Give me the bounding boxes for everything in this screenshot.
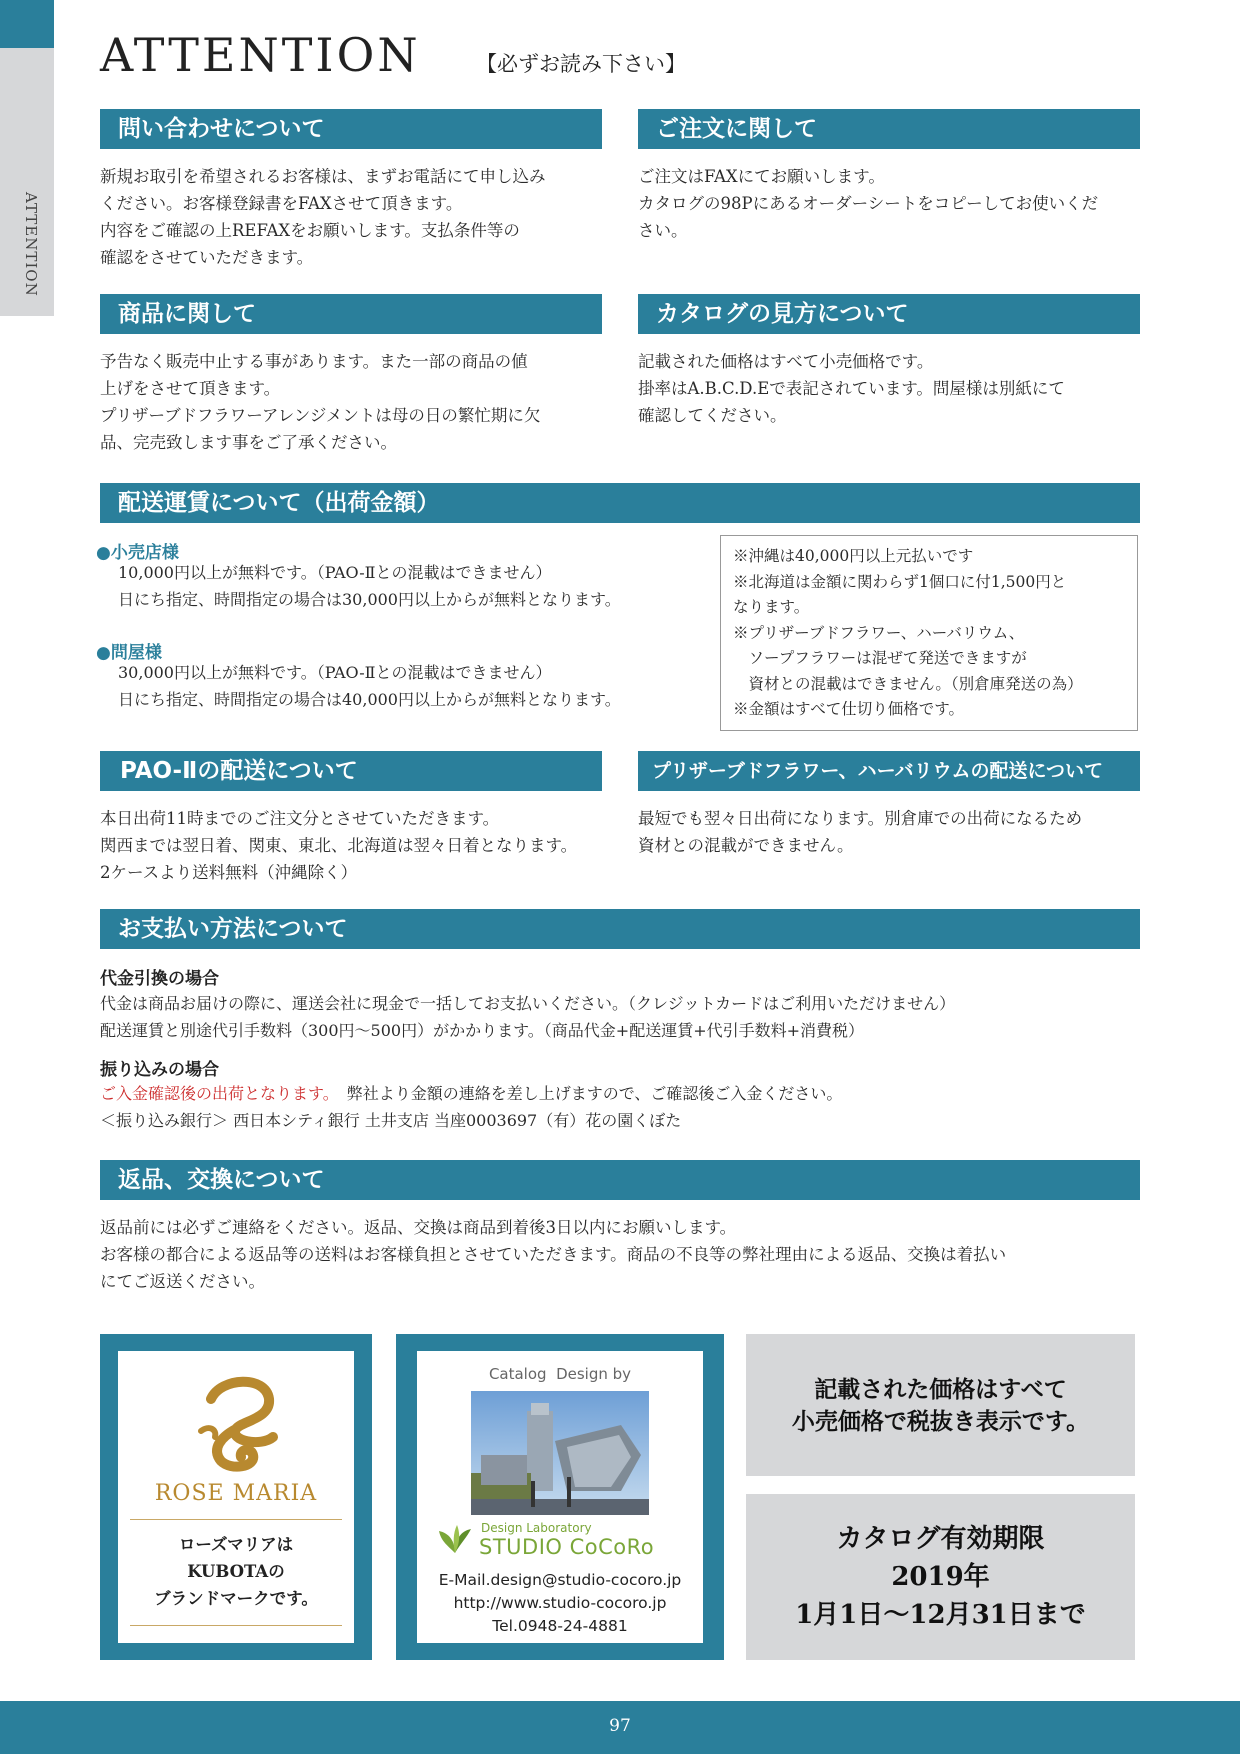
retail-heading: ●小売店様 bbox=[96, 543, 179, 563]
section-header-payment: お支払い方法について bbox=[100, 909, 1140, 949]
brand-panel bbox=[100, 1334, 372, 1660]
retail-terms: 10,000円以上が無料です。（PAO-Ⅱとの混載はできません） 日にち指定、時間指定の場合は30,000円以上からが無料となります。 bbox=[118, 563, 621, 609]
price-note-box: 記載された価格はすべて 小売価格で税抜き表示です。 bbox=[746, 1334, 1135, 1476]
section-body-preserved: 最短でも翌々日出荷になります。別倉庫での出荷になるため 資材との混載ができません。 bbox=[638, 809, 1083, 855]
designer-email: E-Mail.design@studio-cocoro.jp bbox=[438, 1571, 682, 1589]
bank-info: ＜振り込み銀行＞ 西日本シティ銀行 土井支店 当座0003697（有）花の園くぼた bbox=[100, 1111, 682, 1130]
designer-panel bbox=[396, 1334, 724, 1660]
building-photo bbox=[471, 1391, 649, 1515]
section-header-pao: PAO-Ⅱの配送について bbox=[100, 751, 602, 791]
section-header-inquiry: 問い合わせについて bbox=[100, 109, 602, 149]
shipping-notes-box: ※沖縄は40,000円以上元払いです ※北海道は金額に関わらず1個口に付1,500円と なります。 ※プリザーブドフラワー、ハーバリウム、 ソープフラワーは混ぜて発送できますが 資材との混載はできません。（別倉庫発送の為） ※金額はすべて仕切り価格です。 bbox=[720, 535, 1138, 731]
designer-tel: Tel.0948-24-4881 bbox=[492, 1617, 628, 1635]
section-header-order: ご注文に関して bbox=[638, 109, 1140, 149]
transfer-warning: ご入金確認後の出荷となります。 bbox=[100, 1084, 331, 1103]
section-body-returns: 返品前には必ずご連絡をください。返品、交換は商品到着後3日以内にお願いします。 お客様の都合による返品等の送料はお客様負担とさせていただきます。商品の不良等の弊社理由による返品、交換は着払い にてご返送ください。 bbox=[100, 1218, 1007, 1291]
page-number: 97 bbox=[609, 1716, 631, 1736]
section-header-shipping: 配送運賃について（出荷金額） bbox=[100, 483, 1140, 523]
design-credit: Catalog Design by bbox=[488, 1365, 632, 1383]
section-header-products: 商品に関して bbox=[100, 294, 602, 334]
cod-body: 代金は商品お届けの際に、運送会社に現金で一括してお支払いください。（クレジットカードはご利用いただけません） 配送運賃と別途代引手数料（300円〜500円）がかかります。（商品代金+配送運賃+代引手数料+消費税） bbox=[100, 994, 956, 1040]
section-body-inquiry: 新規お取引を希望されるお客様は、まずお電話にて申し込み ください。お客様登録書をFAXさせて頂きます。 内容をご確認の上REFAXをお願いします。支払条件等の 確認をさせていただきます。 bbox=[100, 167, 546, 267]
section-body-products: 予告なく販売中止する事があります。また一部の商品の値 上げをさせて頂きます。 プリザーブドフラワーアレンジメントは母の日の繁忙期に欠 品、完売致します事をご了承ください。 bbox=[100, 352, 541, 452]
brand-description: ローズマリアは KUBOTAの ブランドマークです。 bbox=[154, 1535, 318, 1608]
brand-logo-text: ROSE MARIA bbox=[154, 1481, 318, 1506]
studio-name: STUDIO CoCoRo bbox=[479, 1535, 655, 1559]
transfer-body: ご入金確認後の出荷となります。 弊社より金額の連絡を差し上げますので、ご確認後ご入金ください。 ＜振り込み銀行＞ 西日本シティ銀行 土井支店 当座0003697（有）花の園くぼた bbox=[100, 1080, 1140, 1134]
rose-maria-logo-icon bbox=[181, 1369, 291, 1479]
section-body-catalog: 記載された価格はすべて小売価格です。 掛率はA.B.C.D.Eで表記されています。問屋様は別紙にて 確認してください。 bbox=[638, 352, 1065, 425]
side-tab-label: ATTENTION bbox=[22, 192, 40, 297]
designer-url: http://www.studio-cocoro.jp bbox=[453, 1594, 667, 1612]
page-subtitle: 【必ずお読み下さい】 bbox=[476, 52, 686, 76]
section-header-returns: 返品、交換について bbox=[100, 1160, 1140, 1200]
wholesale-heading: ●問屋様 bbox=[96, 643, 162, 663]
transfer-heading: 振り込みの場合 bbox=[100, 1060, 219, 1080]
validity-box: カタログ有効期限 2019年 1月1日〜12月31日まで bbox=[746, 1494, 1135, 1660]
section-body-order: ご注文はFAXにてお願いします。 カタログの98Pにあるオーダーシートをコピーしてお使いくだ さい。 bbox=[638, 167, 1099, 240]
wholesale-terms: 30,000円以上が無料です。（PAO-Ⅱとの混載はできません） 日にち指定、時間指定の場合は40,000円以上からが無料となります。 bbox=[118, 663, 621, 709]
section-header-catalog: カタログの見方について bbox=[638, 294, 1140, 334]
page-title: ATTENTION bbox=[100, 28, 421, 82]
side-tab-accent bbox=[0, 0, 54, 48]
leaf-icon bbox=[437, 1523, 473, 1555]
section-header-preserved: プリザーブドフラワー、ハーバリウムの配送について bbox=[638, 751, 1140, 791]
design-lab-label: Design Laboratory bbox=[481, 1521, 592, 1535]
cod-heading: 代金引換の場合 bbox=[100, 969, 219, 989]
section-body-pao: 本日出荷11時までのご注文分とさせていただきます。 関西までは翌日着、関東、東北、北海道は翌々日着となります。 2ケースより送料無料（沖縄除く） bbox=[100, 809, 578, 882]
